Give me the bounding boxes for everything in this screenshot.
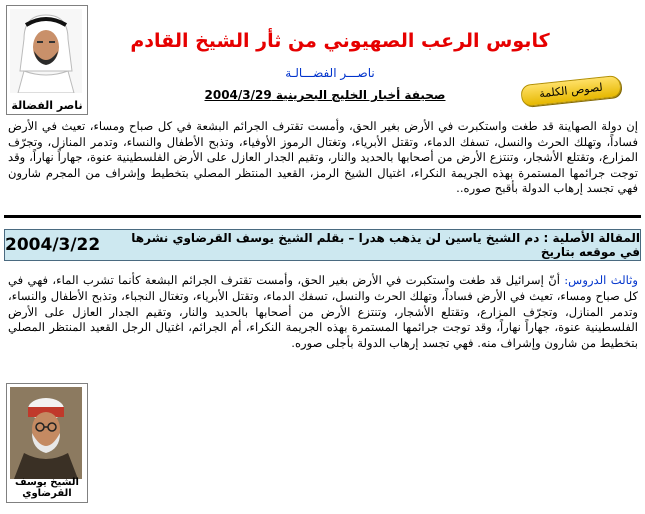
author-photo — [10, 9, 82, 93]
banner-text: المقالة الأصلية : دم الشيخ ياسين لن يذهب هدرا – بقلم الشيخ يوسف القرضاوي نشرها في موقعه بتاريخ — [131, 231, 640, 259]
sheikh-name: الشيخ يوسف القرضاوي — [15, 477, 79, 499]
banner-date: 2004/3/22 — [5, 235, 101, 255]
sheikh-photo — [10, 387, 82, 479]
author-photo-box — [6, 5, 88, 115]
divider — [4, 215, 641, 218]
original-article-banner — [4, 229, 641, 261]
author-byline: ناصـــر الفضـــالـة — [285, 66, 375, 80]
original-paragraph — [8, 273, 638, 352]
publication-source: صحيفة أخبار الخليج البحرينية 2004/3/29 — [204, 88, 446, 102]
original-text: أنّ إسرائيل قد طغت واستكبرت في الأرض بغير الحق، وأمست تقترف الجرائم البشعة كأنما تشرب الماء، فهي في كل صباح ومساء، تعيث في الأرض فساداً، وتهلك الحرث والنسل، تسفك الدماء، وتقتل الأبرياء، وتغتال النجباء، وتذبح الأطفال والنساء، وتدمر المنازل، وتجرّف المزارع، وتقتلع الأشجار، وتنتزع الأرض من أصحابها بالحديد والنار، وتقيم الجدار العازل على الأرض الفلسطينية عنوة، جهاراً نهاراً، وقد توجت جرائمها المستمرة بهذه الجريمة النكراء، أم الجرائم، اغتيال الرجل القعيد المنتظر المصلي بتخطيط من شارون وإشراف منه. فهي تجسد إرهاب الدولة بأجلى صوره. — [8, 273, 638, 351]
article-title: كابوس الرعب الصهيوني من ثأر الشيخ القادم — [130, 30, 550, 52]
author-name: ناصر الفضالة — [11, 99, 83, 112]
original-lead: وثالث الدروس: — [564, 273, 638, 287]
plagiarists-badge: لصوص الكلمة — [520, 75, 622, 107]
article-paragraph: إن دولة الصهاينة قد طغت واستكبرت في الأرض بغير الحق، وأمست تقترف الجرائم البشعة في كل صباح ومساء، تعيث في الأرض فساداً، وتهلك الحرث والنسل، تسفك الدماء، وتقتل الأبرياء، وتغتال الرموز الأوفياء، وتذبح الأطفال والنساء، وتدمر المنازل، وتجرّف المزارع، وتقتلع الأشجار، وتنتزع الأرض من أصحابها بالحديد والنار، وتقيم الجدار العازل على الأرض الفلسطينية عنوة، جهاراً نهاراً، وقد توجت جرائمها المستمرة بهذه الجريمة النكراء، اغتيال الشيخ الرمز، القعيد المنتظر المصلي بتخطيط وإشراف من المجرم شارون فهي تجسد إرهاب الدولة بأقبح صوره.. — [8, 119, 638, 195]
sheikh-photo-box — [6, 383, 88, 503]
